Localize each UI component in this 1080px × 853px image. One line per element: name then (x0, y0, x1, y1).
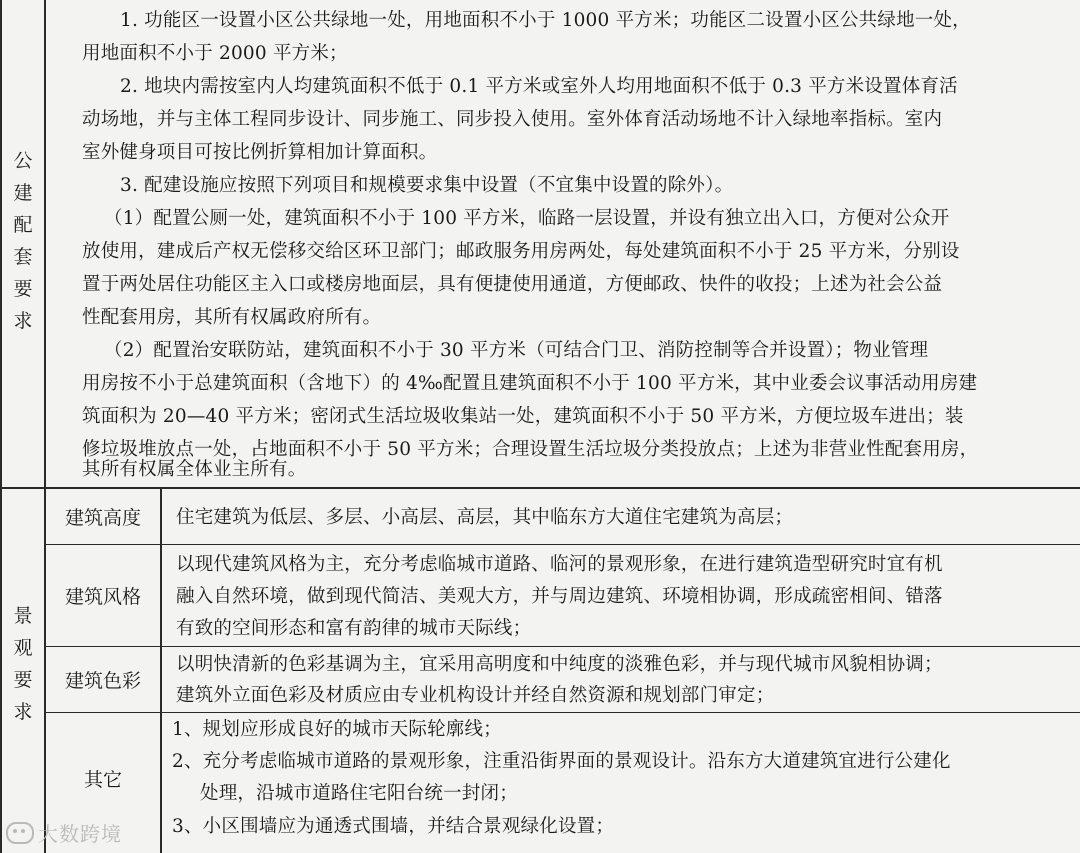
row-text: 3、小区围墙应为通透式围墙，并结合景观绿化设置； (172, 816, 615, 837)
paragraph-line: 放使用，建成后产权无偿移交给区环卫部门；邮政服务用房两处，每处建筑面积不小于 25 平方米，分别设 (82, 241, 960, 262)
section-divider (0, 487, 1080, 489)
row-label-other: 其它 (83, 769, 122, 791)
paragraph-line: 1. 功能区一设置小区公共绿地一处，用地面积不小于 1000 平方米；功能区二设置小区公共绿地一处， (120, 10, 971, 31)
row-divider-1 (44, 544, 1080, 545)
watermark (6, 818, 122, 847)
paragraph-line: 其所有权属全体业主所有。 (82, 459, 307, 480)
paragraph-line: 用房按不小于总建筑面积（含地下）的 4‰配置且建筑面积不小于 100 平方米，其中业委会议事活动用房建 (82, 373, 978, 394)
watermark-text: 大数跨境 (38, 822, 122, 846)
row-text: 有致的空间形态和富有韵律的城市天际线； (176, 618, 532, 639)
paragraph-line: 室外健身项目可按比例折算相加计算面积。 (82, 142, 438, 163)
section2-header: 景观要求 (13, 605, 33, 723)
paragraph-line: 用地面积不小于 2000 平方米； (82, 43, 348, 64)
row-text: 1、规划应形成良好的城市天际轮廓线； (172, 719, 502, 740)
row-text: 2、充分考虑临城市道路的景观形象，注重沿街界面的景观设计。沿东方大道建筑宜进行公建化 (172, 751, 951, 772)
row-text: 融入自然环境，做到现代简洁、美观大方，并与周边建筑、环境相协调，形成疏密相间、错落 (176, 586, 943, 607)
row-text: 以现代建筑风格为主，充分考虑临城市道路、临河的景观形象，在进行建筑造型研究时宜有机 (176, 554, 943, 575)
paragraph-line: 修垃圾堆放点一处，占地面积不小于 50 平方米；合理设置生活垃圾分类投放点；上述为非营业性配套用房， (82, 439, 979, 460)
row-label-building-color: 建筑色彩 (64, 670, 141, 692)
paragraph-line: 动场地，并与主体工程同步设计、同步施工、同步投入使用。室外体育活动场地不计入绿地率指标。室内 (82, 109, 943, 130)
watermark-logo-icon (6, 822, 34, 844)
row-text: 以明快清新的色彩基调为主，宜采用高明度和中纯度的淡雅色彩，并与现代城市风貌相协调； (176, 654, 943, 675)
paragraph-line: （2）配置治安联防站，建筑面积不小于 30 平方米（可结合门卫、消防控制等合并设置）；物业管理 (104, 340, 929, 361)
paragraph-line: 置于两处居住功能区主入口或楼房地面层，具有便捷使用通道，方便邮政、快件的收投；上述为社会公益 (82, 274, 943, 295)
paragraph-line: （1）配置公厕一处，建筑面积不小于 100 平方米，临路一层设置，并设有独立出入口，方便对公众开 (104, 208, 950, 229)
paragraph-line: 性配套用房，其所有权属政府所有。 (82, 307, 382, 328)
paragraph-line: 3. 配建设施应按照下列项目和规模要求集中设置（不宜集中设置的除外）。 (120, 175, 734, 196)
row-text: 处理，沿城市道路住宅阳台统一封闭； (200, 783, 518, 804)
paragraph-line: 2. 地块内需按室内人均建筑面积不低于 0.1 平方米或室外人均用地面积不低于 0.3 平方米设置体育活 (120, 76, 958, 97)
paragraph-line: 筑面积为 20—40 平方米；密闭式生活垃圾收集站一处，建筑面积不小于 50 平方米，方便垃圾车进出；装 (82, 406, 964, 427)
row-text: 住宅建筑为低层、多层、小高层、高层，其中临东方大道住宅建筑为高层； (176, 507, 794, 528)
row-divider-2 (44, 646, 1080, 647)
header-column-divider (44, 0, 46, 853)
left-border (0, 0, 2, 853)
row-label-building-style: 建筑风格 (64, 586, 141, 608)
section1-header: 公建配套要求 (13, 150, 33, 332)
row-text: 建筑外立面色彩及材质应由专业机构设计并经自然资源和规划部门审定； (176, 685, 775, 706)
row-label-building-height: 建筑高度 (64, 507, 141, 529)
